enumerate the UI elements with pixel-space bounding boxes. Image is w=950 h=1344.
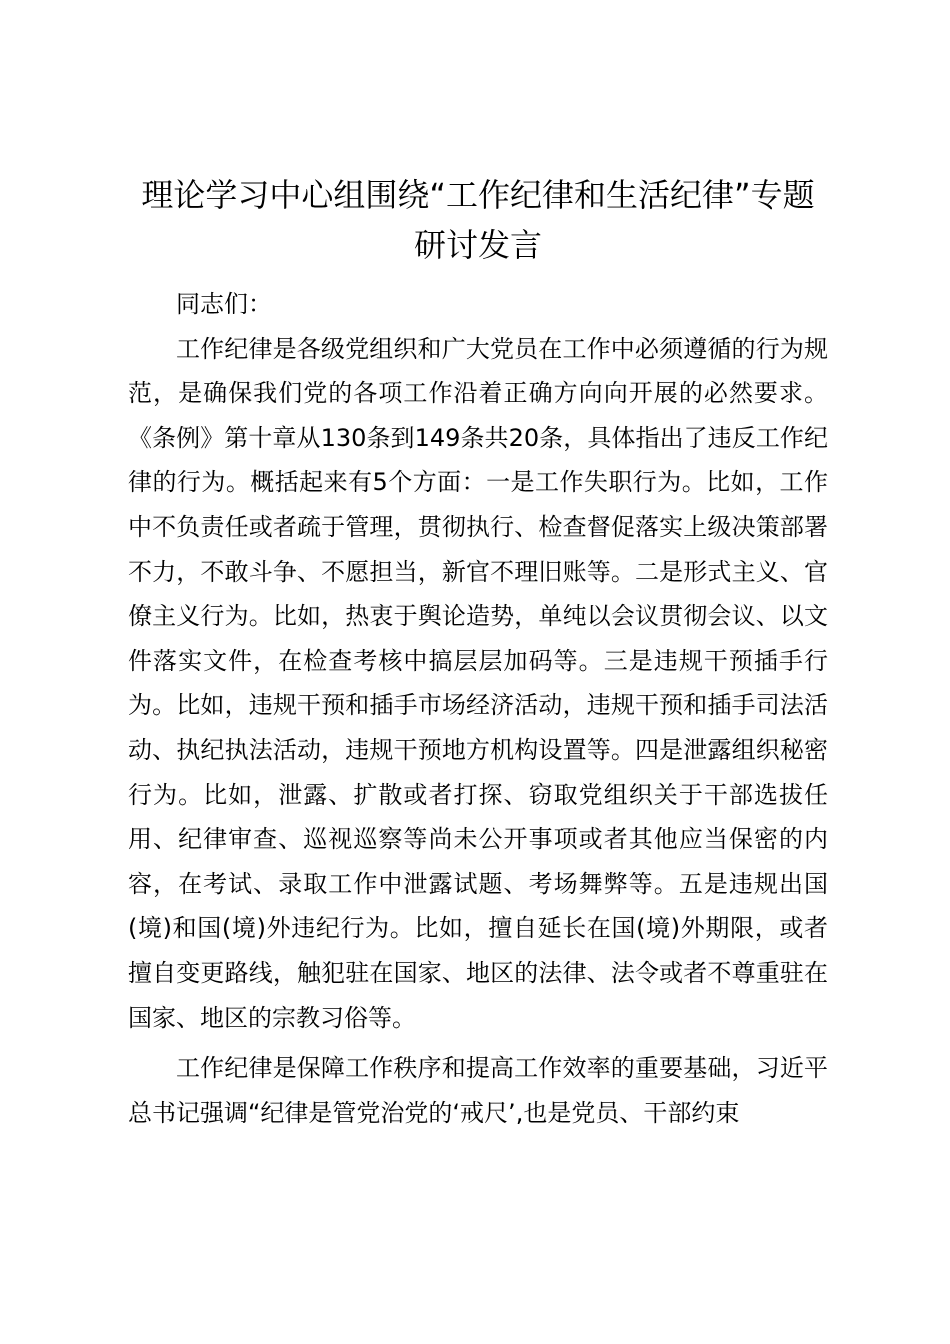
paragraph-1: 工作纪律是各级党组织和广大党员在工作中必须遵循的行为规范，是确保我们党的各项工作沿着正确方向向开展的必然要求。《条例》第十章从130条到149条共20条，具体指出了违反工作纪律的行为。概括起来有5个方面：一是工作失职行为。比如，工作中不负责任或者疏于管理，贯彻执行、检查督促落实上级决策部署不力，不敢斗争、不愿担当，新官不理旧账等。二是形式主义、官僚主义行为。比如，热衷于舆论造势，单纯以会议贯彻会议、以文件落实文件，在检查考核中搞层层加码等。三是违规干预插手行为。比如，违规干预和插手市场经济活动，违规干预和插手司法活动、执纪执法活动，违规干预地方机构设置等。四是泄露组织秘密行为。比如，泄露、扩散或者打探、窃取党组织关于干部选拔任用、纪律审查、巡视巡察等尚未公开事项或者其他应当保密的内容，在考试、录取工作中泄露试题、考场舞弊等。五是违规出国(境)和国(境)外违纪行为。比如，擅自延长在国(境)外期限，或者擅自变更路线，触犯驻在国家、地区的法律、法令或者不尊重驻在国家、地区的宗教习俗等。 — [128, 334, 828, 1032]
document-title: 理论学习中心组围绕“工作纪律和生活纪律”专题研讨发言 — [141, 176, 815, 264]
document-page — [128, 170, 828, 1135]
paragraph-2: 工作纪律是保障工作秩序和提高工作效率的重要基础，习近平总书记强调“纪律是管党治党的‘戒尺’,也是党员、干部约束 — [128, 1054, 828, 1127]
document-body — [128, 282, 828, 1135]
salutation: 同志们： — [176, 290, 272, 318]
